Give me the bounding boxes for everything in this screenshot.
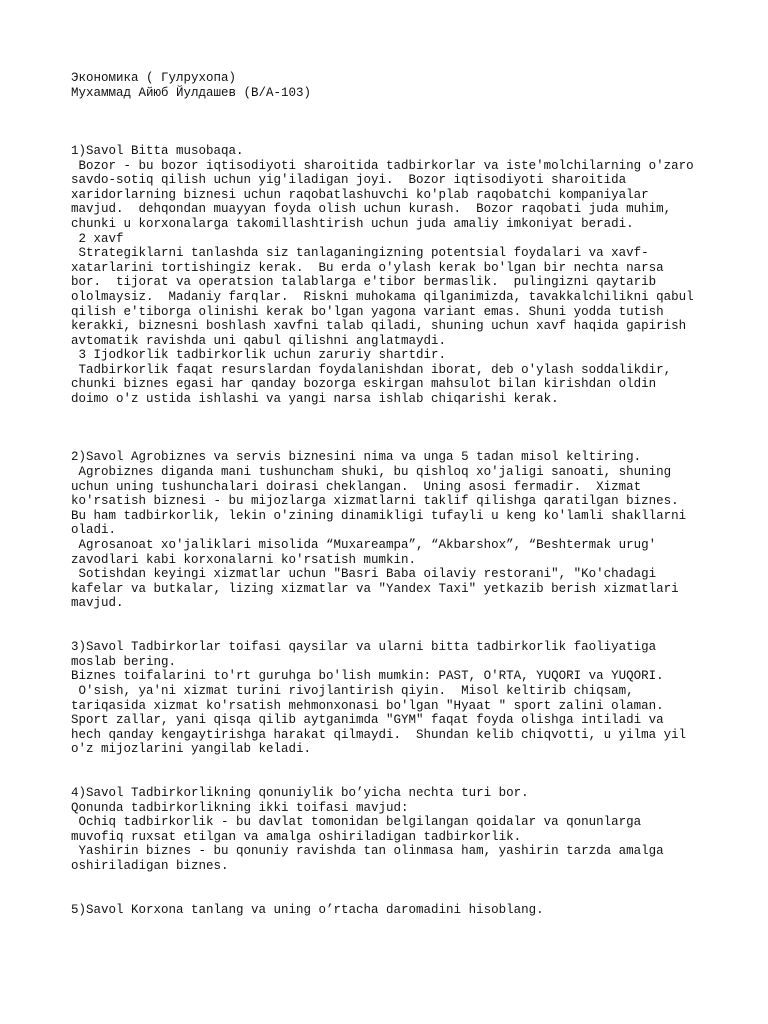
blank-line: [71, 100, 711, 115]
question-3-title: 3)Savol Tadbirkorlar toifasi qaysilar va ularni bitta tadbirkorlik faoliyatiga: [71, 640, 657, 655]
answer-line: avtomatik ravishda uni qabul qilishni anglatmaydi.: [71, 333, 447, 348]
question-4-section: [71, 786, 711, 874]
answer-line: xaridorlarning biznesi uchun raqobatlashuvchi ko'plab raqobatchi kompaniyalar: [71, 187, 649, 202]
answer-line: zavodlari kabi korxonalarni ko'rsatish mumkin.: [71, 552, 417, 567]
answer-line: O'sish, ya'ni xizmat turini rivojlantirish qiyin. Misol keltirib chiqsam,: [71, 683, 634, 698]
answer-line: Tadbirkorlik faqat resurslardan foydalanishdan iborat, deb o'ylash soddalikdir,: [71, 362, 672, 377]
answer-line: ololmaysiz. Madaniy farqlar. Riskni muhokama qilganimizda, tavakkalchilikni qabul: [71, 289, 694, 304]
answer-line: kafelar va butkalar, lizing xizmatlar va "Yandex Taxi" yetkazib berish xizmatlari: [71, 581, 679, 596]
answer-line: ko'rsatish biznesi - bu mijozlarga xizmatlarni taklif qilishga qaratilgan biznes.: [71, 494, 679, 509]
question-3-section: [71, 640, 711, 757]
answer-line: doimo o'z ustida ishlashi va yangi narsa ishlab chiqarishi kerak.: [71, 392, 559, 407]
blank-line: [71, 888, 711, 903]
answer-line: Agrobiznes diganda mani tushuncham shuki, bu qishloq xo'jaligi sanoati, shuning: [71, 465, 672, 480]
answer-line: xatarlarini tortishingiz kerak. Bu erda o'ylash kerak bo'lgan bir nechta narsa: [71, 260, 664, 275]
blank-line: [71, 115, 711, 130]
question-5-title: 5)Savol Korxona tanlang va uning o’rtacha daromadini hisoblang.: [71, 902, 544, 917]
answer-subheading: 3 Ijodkorlik tadbirkorlik uchun zaruriy shartdir.: [71, 348, 447, 363]
answer-line: savdo-sotiq qilish uchun yig'iladigan joyi. Bozor iqtisodiyoti sharoitida: [71, 173, 627, 188]
answer-line: Sotishdan keyingi xizmatlar uchun "Basri Baba oilaviy restorani", "Ko'chadagi: [71, 567, 657, 582]
header-course-title: Экономика ( Гулрухопа): [71, 71, 237, 85]
blank-line: [71, 626, 711, 641]
answer-line: qilish e'tiborga olinishi kerak bo'lgan yagona variant emas. Shuni yodda tutish: [71, 304, 664, 319]
answer-line: Ochiq tadbirkorlik - bu davlat tomonidan belgilangan qoidalar va qonunlarga: [71, 815, 642, 830]
answer-line: muvofiq ruxsat etilgan va amalga oshiriladigan tadbirkorlik.: [71, 829, 522, 844]
document-page: [71, 71, 711, 917]
blank-line: [71, 407, 711, 422]
answer-line: Bu ham tadbirkorlik, lekin o'zining dinamikligi tufayli u keng ko'lamli shakllarni: [71, 508, 687, 523]
answer-line: uchun uning tushunchalari doirasi cheklangan. Uning asosi fermadir. Xizmat: [71, 479, 642, 494]
blank-line: [71, 874, 711, 889]
header-author-name: Мухаммад Айюб Йулдашев (B/A-103): [71, 85, 312, 100]
answer-line: Biznes toifalarini to'rt guruhga bo'lish mumkin: PAST, O'RTA, YUQORI va YUQORI.: [71, 669, 664, 684]
answer-line: Bozor - bu bozor iqtisodiyoti sharoitida tadbirkorlar va iste'molchilarning o'zaro: [71, 158, 694, 173]
blank-line: [71, 129, 711, 144]
answer-line: chunki biznes egasi har qanday bozorga eskirgan mahsulot bilan kirishdan oldin: [71, 377, 657, 392]
question-4-title: 4)Savol Tadbirkorlikning qonuniylik bo’yicha nechta turi bor.: [71, 786, 529, 801]
question-2-title: 2)Savol Agrobiznes va servis biznesini nima va unga 5 tadan misol keltiring.: [71, 450, 642, 465]
question-5-section: [71, 903, 711, 918]
question-1-title: 1)Savol Bitta musobaqa.: [71, 143, 244, 158]
answer-subheading: 2 xavf: [71, 231, 124, 246]
answer-line: Sport zallar, yani qisqa qilib aytganimda "GYM" faqat foyda olishga intiladi va: [71, 713, 664, 728]
blank-line: [71, 436, 711, 451]
answer-line: hech qanday kengaytirishga harakat qilmaydi. Shundan kelib chiqvotti, u yilma yil: [71, 727, 687, 742]
question-2-section: [71, 450, 711, 611]
answer-line: oshiriladigan biznes.: [71, 859, 229, 874]
answer-line: oladi.: [71, 523, 117, 538]
blank-line: [71, 772, 711, 787]
question-1-section: [71, 144, 711, 407]
answer-line: mavjud. dehqondan muayyan foyda olish uchun kurash. Bozor raqobati juda muhim,: [71, 202, 672, 217]
answer-line: tariqasida xizmat ko'rsatish mehmonxonasi bo'lgan "Hyaat " sport zalini olaman.: [71, 698, 664, 713]
answer-line: moslab bering.: [71, 654, 177, 669]
answer-line: Qonunda tadbirkorlikning ikki toifasi mavjud:: [71, 800, 409, 815]
blank-line: [71, 757, 711, 772]
answer-line: mavjud.: [71, 596, 124, 611]
answer-line: o'z mijozlarini yangilab keladi.: [71, 742, 312, 757]
answer-line: bor. tijorat va operatsion talablarga e'tibor bermaslik. pulingizni qaytarib: [71, 275, 657, 290]
answer-line: kerakki, biznesni boshlash xavfni talab qiladi, shuning uchun xavf haqida gapirish: [71, 319, 687, 334]
blank-line: [71, 421, 711, 436]
answer-line: Agrosanoat xo'jaliklari misolida “Muxareampa”, “Akbarshox”, “Beshtermak urug': [71, 538, 657, 552]
blank-line: [71, 611, 711, 626]
answer-line: Strategiklarni tanlashda siz tanlaganingizning potentsial foydalari va xavf-: [71, 246, 649, 261]
document-header: [71, 71, 711, 100]
answer-line: chunki u korxonalarga takomillashtirish uchun juda amaliy imkoniyat beradi.: [71, 216, 634, 231]
answer-line: Yashirin biznes - bu qonuniy ravishda tan olinmasa ham, yashirin tarzda amalga: [71, 844, 664, 859]
